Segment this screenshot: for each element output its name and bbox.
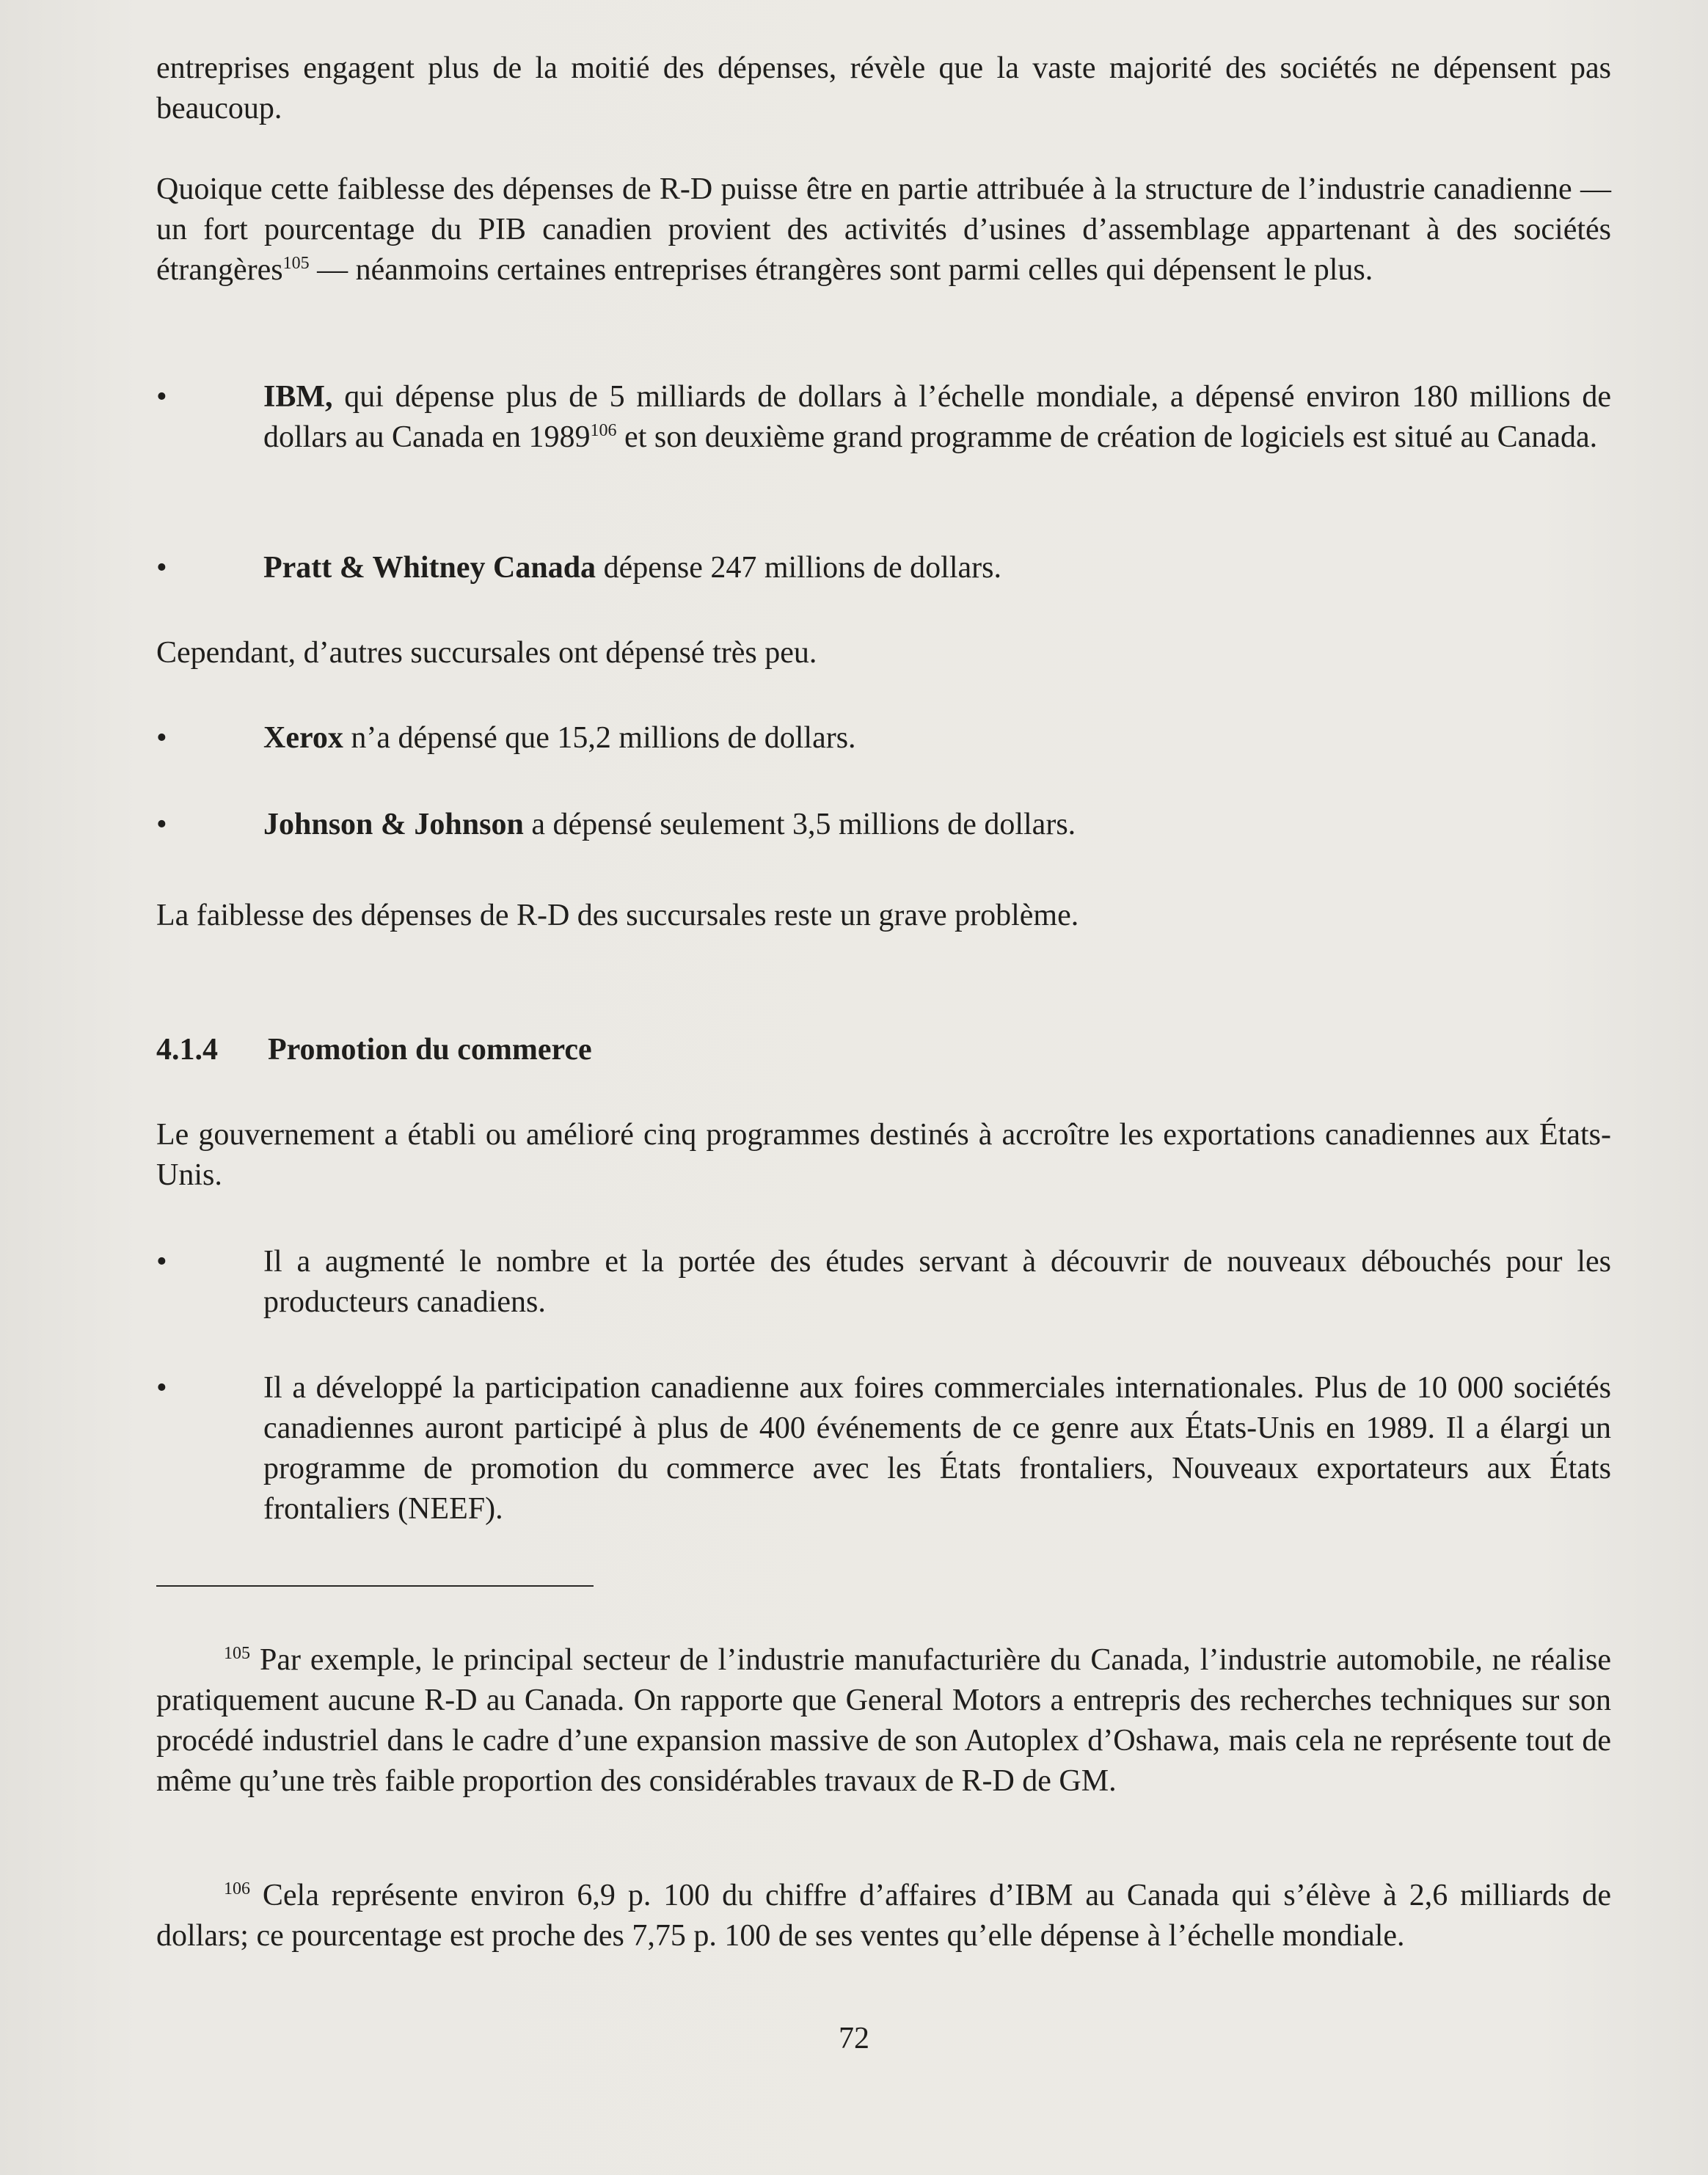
bullet-icon: •	[156, 721, 167, 755]
page-number: 72	[839, 2022, 869, 2055]
section-title: Promotion du commerce	[268, 1033, 592, 1067]
section-number: 4.1.4	[156, 1033, 218, 1067]
paragraph-programs: Le gouvernement a établi ou amélioré cinq programmes destinés à accroître les exportations canadiennes aux États-Unis.	[156, 1118, 1611, 1192]
paragraph-other-branches: Cependant, d’autres succursales ont dépensé très peu.	[156, 636, 817, 670]
bullet-icon: •	[156, 551, 167, 585]
footnote-ref-105: 105	[282, 254, 310, 273]
paragraph-rd-structure: Quoique cette faiblesse des dépenses de R-D puisse être en partie attribuée à la structure de l’industrie canadienne — un fort pourcentage du PIB canadien provient des activités d’usines d’assemblage appartenant à des sociétés étrangères$^{105}$ — néanmoins certaines entreprises étrangères sont parmi celles qui dépensent le plus.	[156, 172, 1611, 287]
bullet-ibm-text: IBM, qui dépense plus de 5 milliards de dollars à l’échelle mondiale, a dépensé environ 180 millions de dollars au Canada en 1989$^{106}$ et son deuxième grand programme de création de logiciels est situé au Canada.	[263, 380, 1611, 454]
footnote-106: $^{106}$ Cela représente environ 6,9 p. 100 du chiffre d’affaires d’IBM au Canada qui s’élève à 2,6 milliards de dollars; ce pourcentage est proche des 7,75 p. 100 de ses ventes qu’elle dépense à l’échelle mondiale.	[156, 1879, 1611, 1953]
section-heading	[156, 1030, 1611, 1070]
footnote-ref-106: 106	[590, 421, 617, 440]
bullet-icon: •	[156, 1371, 167, 1405]
page: entreprises engagent plus de la moitié des dépenses, révèle que la vaste majorité des sociétés ne dépensent pas beaucoup. Quoique cette faiblesse des dépenses de R-D puisse être en partie attribuée à la structure de l’industrie canadienne — un fort pourcentage du PIB canadien provient des activités d’usines d’assemblage appartenant à des sociétés étrangères$^{105}$ — néanmoins certaines entreprises étrangères sont parmi celles qui dépensent le plus. • IBM, qui dépense plus de 5 milliards de dollars à l’échelle mondiale, a dépensé environ 180 millions de dollars au Canada en 1989$^{106}$ et son deuxième grand programme de création de logiciels est situé au Canada. • Pratt & Whitney Canada dépense 247 millions de dollars. Cependant, d’autres succursales ont dépensé très peu. • Xerox n’a dépensé que 15,2 millions de dollars. • Johnson & Johnson a dépensé seulement 3,5 millions de dollars. La faiblesse des dépenses de R-D des succursales reste un grave problème. 4.1.4 Promotion du commerce Le gouvernement a établi ou amélioré cinq programmes destinés à accroître les exportations canadiennes aux États-Unis. • Il a augmenté le nombre et la portée des études servant à découvrir de nouveaux débouchés pour les producteurs canadiens. • Il a développé la participation canadienne aux foires commerciales internationales. Plus de 10 000 sociétés canadiennes auront participé à plus de 400 événements de ce genre aux États-Unis en 1989. Il a élargi un programme de promotion du commerce avec les États frontaliers, Nouveaux exportateurs aux États frontaliers (NEEF). $^{105}$ Par exemple, le principal secteur de l’industrie manufacturière du Canada, l’industrie automobile, ne réalise pratiquement aucune R-D au Canada. On rapporte que General Motors a entrepris des recherches techniques sur son procédé industriel dans le cadre d’une expansion massive de son Autoplex d’Oshawa, mais cela ne représente tout de même qu’une très faible proportion des considérables travaux de R-D de GM. $^{106}$ Cela représente environ 6,9 p. 100 du chiffre d’affaires d’IBM au Canada qui s’élève à 2,6 milliards de dollars; ce pourcentage est proche des 7,75 p. 100 de ses ventes qu’elle dépense à l’échelle mondiale. 72	[0, 0, 1708, 2175]
paragraph-weakness: La faiblesse des dépenses de R-D des succursales reste un grave problème.	[156, 899, 1079, 932]
bullet-icon: •	[156, 380, 167, 414]
bullet-icon: •	[156, 808, 167, 841]
paragraph-intro: entreprises engagent plus de la moitié des dépenses, révèle que la vaste majorité des sociétés ne dépensent pas beaucoup.	[156, 51, 1611, 125]
footnote-105: $^{105}$ Par exemple, le principal secteur de l’industrie manufacturière du Canada, l’industrie automobile, ne réalise pratiquement aucune R-D au Canada. On rapporte que General Motors a entrepris des recherches techniques sur son procédé industriel dans le cadre d’une expansion massive de son Autoplex d’Oshawa, mais cela ne représente tout de même qu’une très faible proportion des considérables travaux de R-D de GM.	[156, 1643, 1611, 1798]
bullet-icon: •	[156, 1245, 167, 1279]
footnote-separator	[156, 1585, 594, 1587]
